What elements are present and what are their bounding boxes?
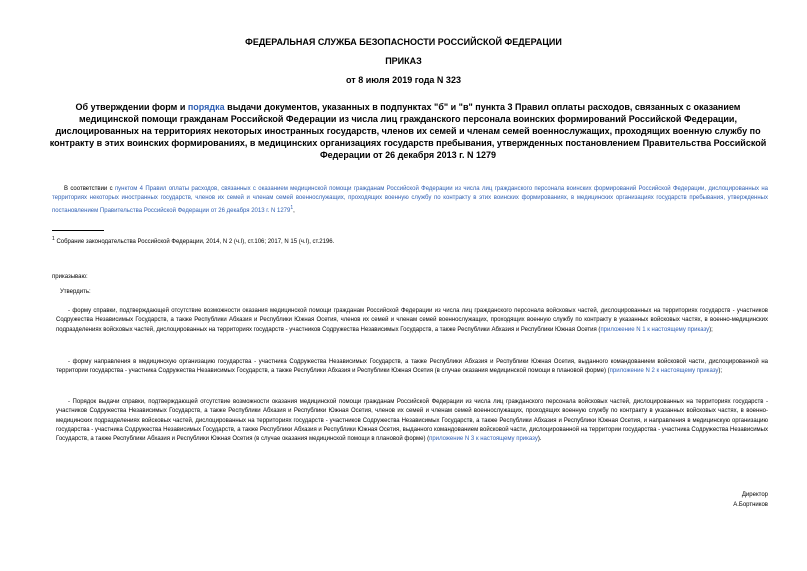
document-title bbox=[48, 101, 768, 161]
document-date-number: от 8 июля 2019 года N 323 bbox=[346, 75, 461, 85]
list-item-end: ); bbox=[709, 326, 713, 333]
footnote bbox=[52, 235, 652, 247]
appendix-1-link[interactable]: приложение N 1 к настоящему приказу bbox=[600, 326, 710, 333]
appendix-2-link[interactable]: приложение N 2 к настоящему приказу bbox=[609, 368, 719, 375]
list-item-text: - форму направления в медицинскую организацию государства - участника Содружества Независимых Государств, а также Республики Абхазия и Республики Южная Осетия, выданного командованием войсковой части, дислоцированной на территории государства - участника Содружества Независимых Государств, а также Республики Абхазия и Республики Южная Осетия (в случае оказания медицинской помощи в плановой форме) ( bbox=[56, 359, 768, 375]
intro-rules-link[interactable]: пунктом 4 Правил оплаты расходов, связанных с оказанием медицинской помощи гражданам Российской Федерации из числа лиц гражданского персонала воинских формирований Российской Федерации, дислоцированных на территориях некоторых иностранных государств, членов их семей и членам семей военнослужащих, проходящих военную службу по контракту в этих воинских формированиях, в медицинских организациях государств пребывания, утвержденных постановлением Правительства Российской Федерации от 26 декабря 2013 г. N 1279 bbox=[52, 186, 768, 214]
signatory-name: А.Бортников bbox=[733, 502, 768, 508]
list-item bbox=[56, 307, 768, 335]
title-procedure-link[interactable]: порядка bbox=[187, 102, 225, 112]
intro-prefix: В соответствии с bbox=[64, 186, 115, 192]
list-item-text: - Порядок выдачи справки, подтверждающей отсутствие возможности оказания медицинской помощи гражданам Российской Федерации из числа лиц гражданского персонала войсковых частей, дислоцированных на территориях государств - участников Содружества Независимых Государств, а также Республики Абхазия и Республики Южная Осетия, членов их семей и членам семей военнослужащих, проходящих военную службу по контракту в указанных войсковых частях, в военно-медицинских подразделениях войсковых частей, дислоцированных на территориях государств - участников Содружества Независимых Государств, а также Республики Абхазия и Республики Южная Осетия, и направления в медицинскую организацию государства - участника Содружества Независимых Государств, а также Республики Абхазия и Республики Южная Осетия, выданного командованием войсковой части, дислоцированной на территории государства - участника Содружества Независимых Государств, а также Республики Абхазия и Республики Южная Осетия (в случае оказания медицинской помощи в плановой форме) ( bbox=[56, 399, 768, 443]
intro-paragraph bbox=[52, 185, 768, 216]
appendix-3-link[interactable]: приложение N 3 к настоящему приказу bbox=[429, 436, 538, 443]
list-item bbox=[56, 358, 768, 377]
title-text-end: выдачи документов, указанных в подпунктах "б" и "в" пункта 3 Правил оплаты расходов, связанных с оказанием медицинской помощи гражданам Российской Федерации из числа лиц гражданского персонала воинских формирований Российской Федерации, дислоцированных на территориях некоторых иностранных государств, членов их семей и членам семей военнослужащих, проходящих военную службу по контракту в этих воинских формированиях, в медицинских организациях государств пребывания, утвержденных постановлением Правительства Российской Федерации от 26 декабря 2013 г. N 1279 bbox=[49, 102, 767, 160]
document-type: ПРИКАЗ bbox=[385, 56, 422, 66]
footnote-marker: 1 bbox=[52, 236, 55, 242]
footnote-divider bbox=[52, 230, 104, 231]
orders-word: приказываю: bbox=[52, 274, 88, 280]
list-item-text: - форму справки, подтверждающей отсутствие возможности оказания медицинской помощи гражданам Российской Федерации из числа лиц гражданского персонала войсковых частей, дислоцированных на территориях государств - участников Содружества Независимых Государств, а также Республики Абхазия и Республики Южная Осетия, членов их семей и членам семей военнослужащих, проходящих военную службу по контракту в указанных войсковых частях, в военно-медицинских подразделениях войсковых частей, дислоцированных на территориях государств - участников Содружества Независимых Государств, а также Республики Абхазия и Республики Южная Осетия ( bbox=[56, 308, 768, 333]
list-item-end: ); bbox=[718, 368, 723, 375]
signatory-title: Директор bbox=[741, 492, 768, 498]
intro-suffix: , bbox=[293, 207, 295, 214]
title-text-start: Об утверждении форм и bbox=[75, 102, 188, 112]
approve-word: Утвердить: bbox=[60, 289, 91, 295]
list-item-end: ). bbox=[537, 436, 542, 443]
agency-name: ФЕДЕРАЛЬНАЯ СЛУЖБА БЕЗОПАСНОСТИ РОССИЙСКОЙ ФЕДЕРАЦИИ bbox=[245, 37, 562, 47]
list-item bbox=[56, 398, 768, 444]
intro-footnote-marker[interactable]: 1 bbox=[290, 204, 294, 211]
footnote-text: Собрание законодательства Российской Федерации, 2014, N 2 (ч.I), ст.106; 2017, N 15 (ч.I), ст.2196. bbox=[56, 239, 335, 245]
